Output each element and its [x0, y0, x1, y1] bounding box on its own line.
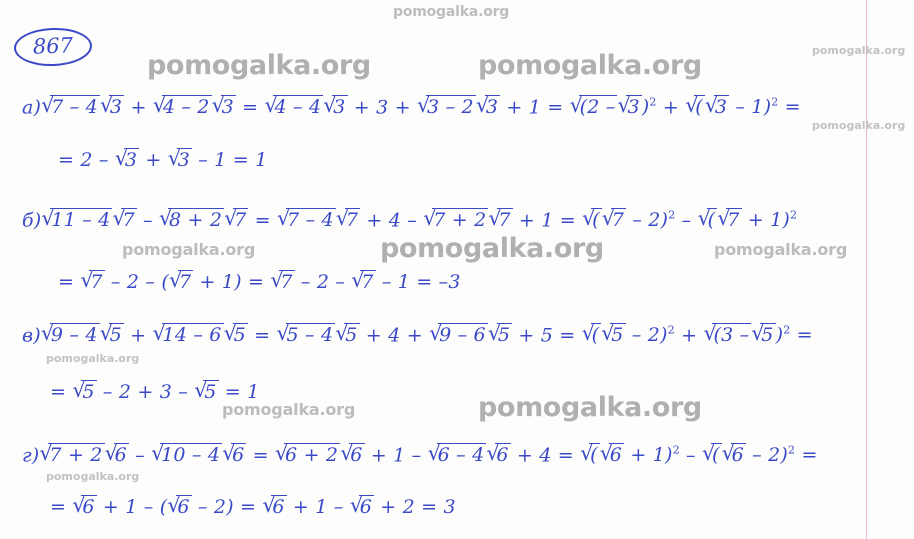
radical: √ (	[582, 208, 602, 231]
math-line-b-line-2	[58, 270, 461, 293]
radical: √ 6 + 2	[275, 443, 340, 466]
math-text: = 2 –	[58, 149, 115, 171]
math-text: + 5 =	[512, 324, 582, 347]
radical: √ 6	[722, 443, 746, 466]
radical: √ 3 – 2	[417, 95, 476, 118]
math-text: =	[58, 271, 81, 293]
radical: √ 6	[340, 443, 364, 466]
radical: √ 7	[602, 208, 626, 231]
radical: √ 5	[335, 323, 359, 346]
math-text: + 1 =	[500, 96, 570, 119]
math-text: – 2 –	[294, 271, 352, 293]
radical: √ 7	[717, 208, 741, 231]
watermark-7: pomogalka.org	[714, 240, 848, 259]
watermark-0: pomogalka.org	[393, 4, 510, 20]
radical: √ 7	[488, 208, 512, 231]
watermark-8: pomogalka.org	[46, 352, 140, 365]
math-text: + 1)$^2$	[741, 209, 798, 232]
math-text: +	[124, 96, 153, 119]
math-text: +	[656, 96, 686, 119]
math-text: – 1 = 1	[192, 149, 268, 171]
radical: √ (	[582, 323, 602, 346]
math-text: + 4 +	[359, 324, 430, 347]
radical: √ 7	[80, 270, 104, 293]
math-text: в)	[22, 324, 41, 347]
radical: √ 6 – 4	[428, 443, 487, 466]
radical: √ 3	[323, 95, 347, 118]
math-text: + 1 –	[286, 496, 350, 518]
radical: √ 10 – 4	[151, 443, 222, 466]
math-text: – 2)$^2$ =	[745, 444, 818, 467]
radical: √ 9 – 6	[429, 323, 488, 346]
math-text: г)	[22, 444, 40, 467]
radical: √ 7	[169, 270, 193, 293]
radical: √ 14 – 6	[153, 323, 224, 346]
math-text: – 2 + 3 –	[96, 381, 195, 403]
radical: √ 7	[112, 208, 136, 231]
math-text: – 2 – (	[104, 271, 169, 293]
radical: √ 3	[617, 95, 641, 118]
radical: √ 5 – 4	[277, 323, 336, 346]
math-text: – 2) =	[191, 496, 263, 518]
math-text: – 1)$^2$ =	[729, 96, 801, 119]
math-text: –	[136, 209, 159, 232]
radical: √ 6	[262, 495, 286, 518]
watermark-4: pomogalka.org	[812, 119, 906, 132]
math-text: + 1)$^2$	[624, 444, 680, 467]
math-line-g-line-1	[22, 440, 818, 466]
exercise-number: 867	[13, 27, 92, 68]
math-text: + 1 –	[364, 444, 428, 467]
math-text: – 2)$^2$	[625, 324, 675, 347]
math-text: = 1	[218, 381, 260, 403]
radical: √ (	[698, 208, 718, 231]
radical: √ 6	[486, 443, 510, 466]
radical: √ (2 –	[570, 95, 618, 118]
math-text: )$^2$	[641, 96, 657, 119]
radical: √ 11 – 4	[41, 208, 112, 231]
watermark-10: pomogalka.org	[478, 392, 702, 423]
math-text: +	[674, 324, 704, 347]
radical: √ 5	[488, 323, 512, 346]
math-text: + 1 =	[512, 209, 583, 232]
watermark-6: pomogalka.org	[380, 233, 604, 264]
math-text: +	[123, 324, 153, 347]
math-line-a-line-2	[58, 148, 267, 171]
radical: √ 6	[105, 443, 129, 466]
radical: √ 4 – 2	[153, 95, 212, 118]
math-text: =	[50, 496, 73, 518]
math-text: =	[248, 209, 278, 232]
math-text: б)	[22, 209, 42, 232]
radical: √ 7 + 2	[423, 208, 488, 231]
watermark-1: pomogalka.org	[147, 50, 371, 81]
radical: √ 7 – 4	[41, 95, 100, 118]
math-line-b-line-1	[22, 205, 797, 231]
margin-rule-line	[866, 0, 867, 539]
math-text: – 2)$^2$	[626, 209, 676, 232]
math-text: + 4 –	[360, 209, 424, 232]
math-text: =	[235, 96, 265, 119]
radical: √ 6	[167, 495, 191, 518]
radical: √ (	[580, 443, 600, 466]
radical: √ 9 – 4	[41, 323, 100, 346]
radical: √ 7	[224, 208, 248, 231]
watermark-2: pomogalka.org	[478, 50, 702, 81]
math-text: =	[246, 444, 276, 467]
math-line-g-line-2	[50, 495, 456, 518]
radical: √ 6	[72, 495, 96, 518]
radical: √ 3	[476, 95, 500, 118]
math-text: а)	[22, 96, 42, 119]
radical: √ 5	[100, 323, 124, 346]
radical: √ (	[685, 95, 705, 118]
watermark-11: pomogalka.org	[46, 470, 140, 483]
math-text: + 4 =	[510, 444, 581, 467]
math-text: + 1 – (	[96, 496, 168, 518]
radical: √ 4 – 4	[264, 95, 323, 118]
radical: √ (	[702, 443, 722, 466]
radical: √ 7 – 4	[277, 208, 336, 231]
math-text: =	[50, 381, 73, 403]
radical: √ 8 + 2	[159, 208, 224, 231]
radical: √ 7	[351, 270, 375, 293]
radical: √ 7	[336, 208, 360, 231]
math-text: + 1) =	[193, 271, 271, 293]
watermark-3: pomogalka.org	[812, 44, 906, 57]
radical: √ 7 + 2	[39, 443, 104, 466]
watermark-5: pomogalka.org	[122, 240, 256, 259]
radical: √ 3	[212, 95, 236, 118]
math-text: –	[128, 444, 152, 467]
radical: √ (3 –	[703, 323, 751, 346]
radical: √ 5	[224, 323, 248, 346]
radical: √ 3	[115, 148, 139, 171]
math-text: + 2 = 3	[374, 496, 456, 518]
radical: √ 5	[601, 323, 625, 346]
radical: √ 3	[705, 95, 729, 118]
math-text: +	[139, 149, 168, 171]
radical: √ 6	[600, 443, 624, 466]
math-text: =	[247, 324, 277, 347]
watermark-9: pomogalka.org	[222, 400, 356, 419]
radical: √ 5	[751, 323, 775, 346]
math-text: + 3 +	[347, 96, 418, 119]
math-text: )$^2$ =	[775, 324, 813, 347]
math-text: – 1 = –3	[375, 271, 461, 293]
radical: √ 6	[222, 443, 246, 466]
math-line-a-line-1	[22, 92, 801, 118]
math-text: –	[675, 209, 698, 232]
radical: √ 5	[72, 380, 96, 403]
radical: √ 3	[168, 148, 192, 171]
math-line-v-line-1	[22, 320, 813, 346]
radical: √ 5	[194, 380, 218, 403]
math-text: –	[679, 444, 702, 467]
radical: √ 3	[100, 95, 124, 118]
radical: √ 7	[270, 270, 294, 293]
math-line-v-line-2	[50, 380, 259, 403]
radical: √ 6	[350, 495, 374, 518]
